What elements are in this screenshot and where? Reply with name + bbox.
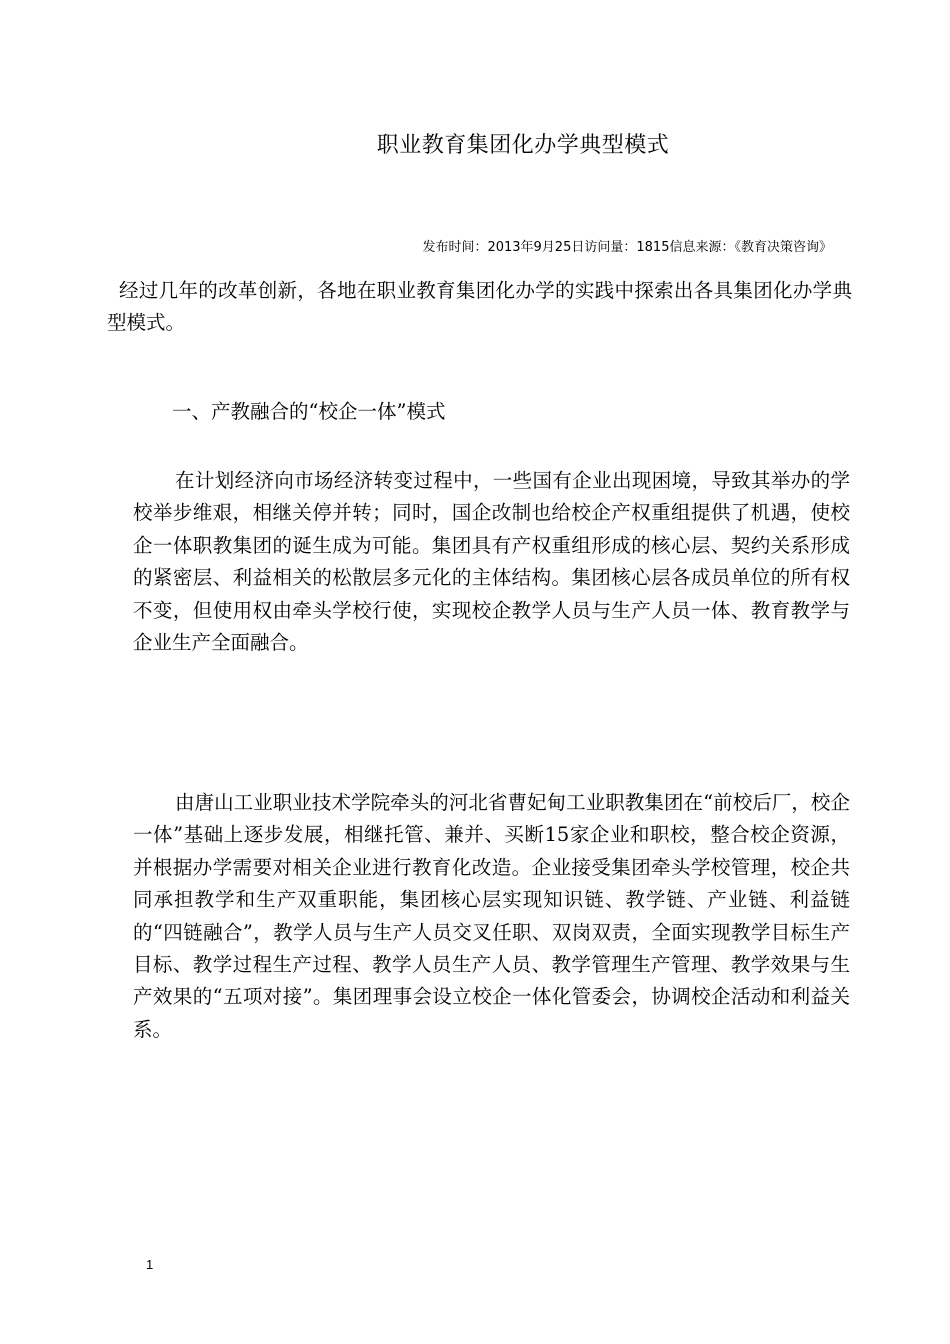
source-label: 信息来源： bbox=[669, 240, 735, 255]
publish-date: 2013年9月25日 bbox=[487, 240, 585, 255]
page-title: 职业教育集团化办学典型模式 bbox=[376, 133, 670, 158]
publish-label: 发布时间： bbox=[422, 240, 488, 255]
article-meta bbox=[422, 238, 832, 258]
visits-label: 访问量： bbox=[584, 240, 637, 255]
intro-paragraph: 经过几年的改革创新，各地在职业教育集团化办学的实践中探索出各具集团化办学典型模式。 bbox=[107, 279, 852, 335]
body-paragraph: 由唐山工业职业技术学院牵头的河北省曹妃甸工业职教集团在“前校后厂，校企一体”基础上逐步发展，相继托管、兼并、买断15家企业和职校，整合校企资源，并根据办学需要对相关企业进行教育化改造。企业接受集团牵头学校管理，校企共同承担教学和生产双重职能，集团核心层实现知识链、教学链、产业链、利益链的“四链融合”，教学人员与生产人员交叉任职、双岗双责，全面实现教学目标生产目标、教学过程生产过程、教学人员生产人员、教学管理生产管理、教学效果与生产效果的“五项对接”。集团理事会设立校企一体化管委会，协调校企活动和利益关系。 bbox=[133, 791, 850, 1041]
body-paragraph: 在计划经济向市场经济转变过程中，一些国有企业出现困境，导致其举办的学校举步维艰，相继关停并转；同时，国企改制也给校企产权重组提供了机遇，使校企一体职教集团的诞生成为可能。集团具有产权重组形成的核心层、契约关系形成的紧密层、利益相关的松散层多元化的主体结构。集团核心层各成员单位的所有权不变，但使用权由牵头学校行使，实现校企教学人员与生产人员一体、教育教学与企业生产全面融合。 bbox=[133, 469, 850, 655]
section-heading: 一、产教融合的“校企一体”模式 bbox=[172, 400, 446, 423]
page-number: 1 bbox=[146, 1257, 154, 1272]
source-name: 《教育决策咨询》 bbox=[734, 240, 832, 255]
visits-count: 1815 bbox=[636, 240, 670, 255]
